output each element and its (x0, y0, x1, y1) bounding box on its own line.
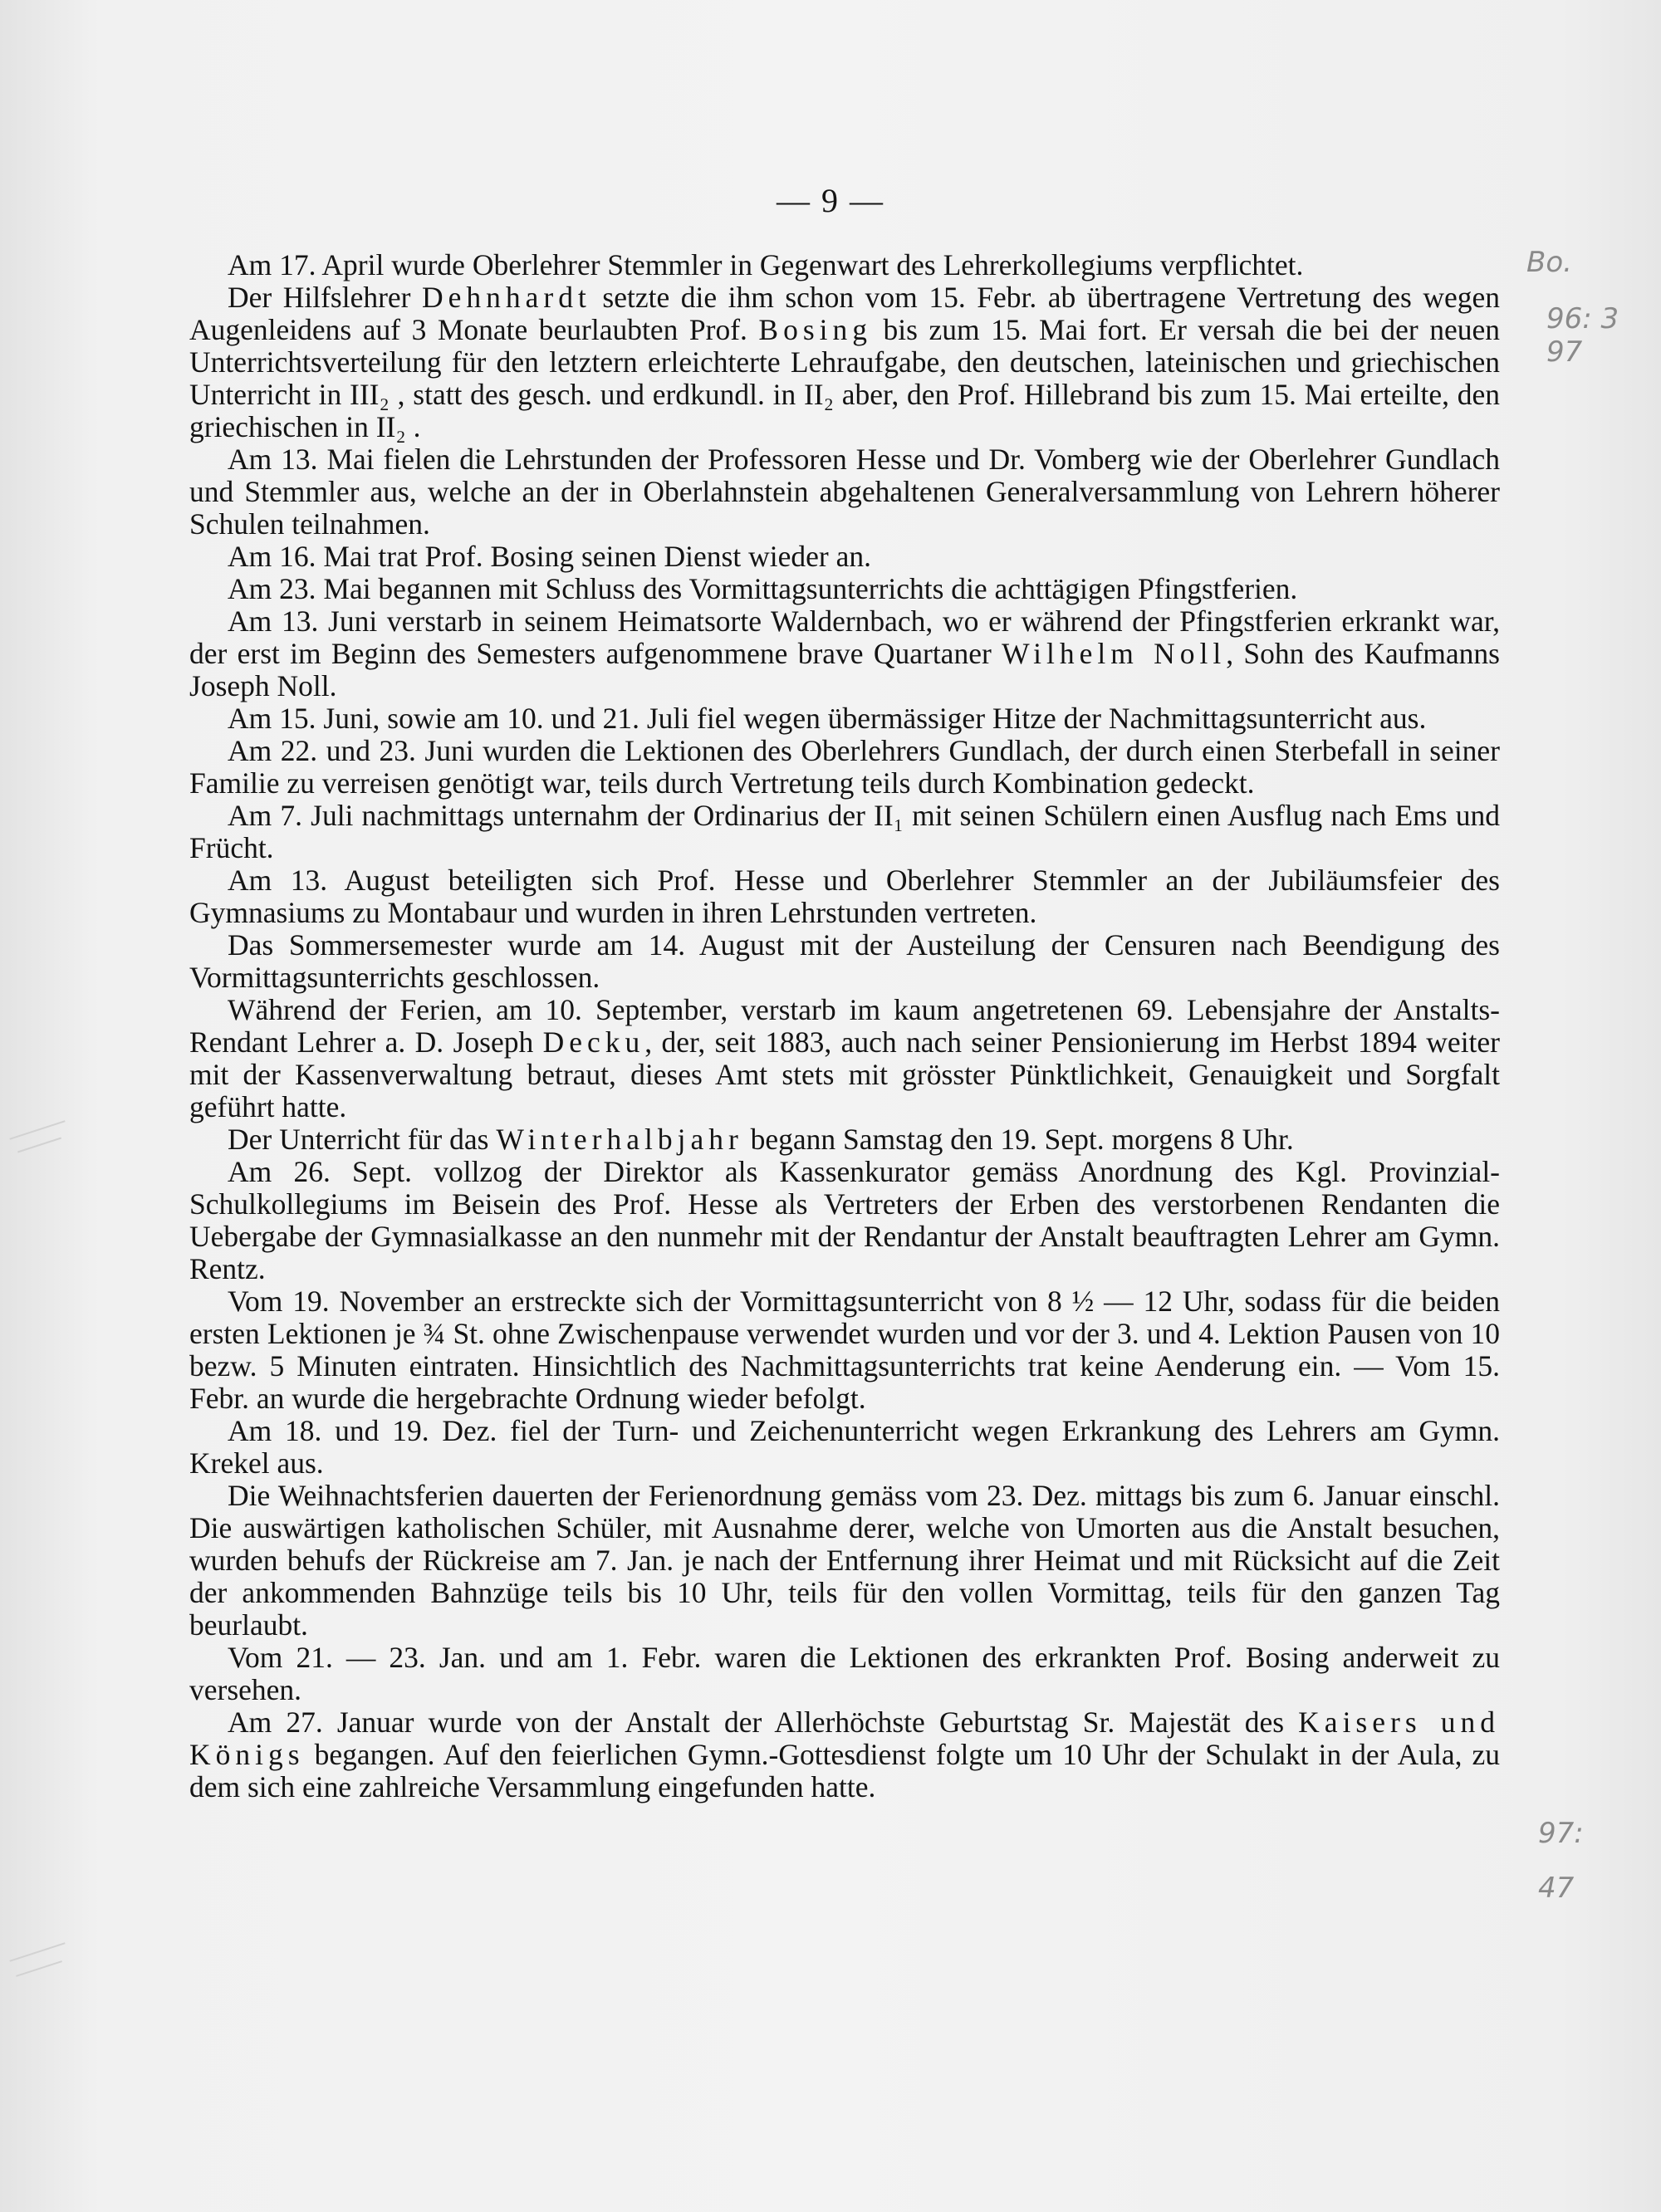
page-fold-mark (9, 1120, 65, 1140)
paragraph (189, 1285, 1500, 1415)
paragraph (189, 702, 1500, 735)
paragraph (189, 929, 1500, 994)
text-run: Vom 21. — 23. Jan. und am 1. Febr. waren die Lektionen des erkrankten Prof. Bosing anderweit zu versehen. (189, 1641, 1500, 1706)
text-run: Der Unterricht für das (228, 1123, 497, 1156)
spaced-name: Kaisers und Königs (189, 1705, 1500, 1771)
spaced-name: Decku (542, 1025, 645, 1059)
page-number: — 9 — (777, 182, 884, 219)
text-run: Während der Ferien, am 10. September, verstarb im kaum angetretenen 69. Lebensjahre der Anstalts-Rendant Lehrer a. D. Joseph (189, 993, 1500, 1059)
text-run: Am 13. Mai fielen die Lehrstunden der Professoren Hesse und Dr. Vomberg wie der Oberlehrer Gundlach und Stemmler aus, welche an der in Oberlahnstein abgehaltenen Generalversammlung von Lehrern höherer Schulen teilnahmen. (189, 443, 1500, 541)
paragraph (189, 735, 1500, 800)
text-run: Am 13. Juni verstarb in seinem Heimatsorte Waldernbach, wo er während der Pfingstferien erkrankt war, der erst im Beginn des Semesters aufgenommene brave Quartaner (189, 604, 1500, 670)
text-run: Die Weihnachtsferien dauerten der Ferienordnung gemäss vom 23. Dez. mittags bis zum 6. Januar einschl. Die auswärtigen katholischen Schüler, mit Ausnahme derer, welche von Umorten aus die Anstalt besuchen, wurden behufs der Rückreise am 7. Jan. je nach der Entfernung ihrer Heimat und mit Rücksicht auf die Zeit der ankommenden Bahnzüge teils bis 10 Uhr, teils für den vollen Vormittag, teils für den ganzen Tag beurlaubt. (189, 1479, 1500, 1642)
paragraph (189, 1123, 1500, 1156)
body-text (189, 249, 1500, 1803)
paragraph (189, 541, 1500, 573)
text-run: Am 23. Mai begannen mit Schluss des Vormittagsunterrichts die achttägigen Pfingstferien. (228, 572, 1298, 605)
text-run: begangen. Auf den feierlichen Gymn.-Gottesdienst folgte um 10 Uhr der Schulakt in der Aula, zu dem sich eine zahlreiche Versammlung eingefunden hatte. (189, 1738, 1500, 1803)
text-run: bis zum 15. Mai fort. Er versah die bei der neuen Unterrichtsverteilung für den letztern erleichterte Lehraufgabe, den deutschen, lateinischen und griechischen Unterricht in III₂ , statt des gesch. und erdkundl. in II₂ aber, den Prof. Hillebrand bis zum 15. Mai erteilte, den griechischen in II₂ . (189, 313, 1500, 443)
paragraph (189, 864, 1500, 929)
text-run: begann Samstag den 19. Sept. morgens 8 Uhr. (742, 1123, 1294, 1156)
page-fold-mark (16, 1960, 62, 1977)
text-run: Am 15. Juni, sowie am 10. und 21. Juli fiel wegen übermässiger Hitze der Nachmittagsunterricht aus. (228, 702, 1427, 735)
margin-note: 97: (1538, 1817, 1584, 1850)
margin-note: 47 (1538, 1872, 1575, 1905)
text-run: Am 18. und 19. Dez. fiel der Turn- und Zeichenunterricht wegen Erkrankung des Lehrers am Gymn. Krekel aus. (189, 1414, 1500, 1480)
text-run: setzte die ihm schon vom 15. Febr. ab übertragene Vertretung des wegen Augenleidens auf 3 Monate beurlaubten Prof. (189, 281, 1500, 346)
page-fold-mark (17, 1138, 61, 1153)
paragraph (189, 1415, 1500, 1480)
page-fold-mark (9, 1942, 65, 1962)
margin-note: 96: 3 97 (1546, 302, 1619, 369)
text-run: Am 26. Sept. vollzog der Direktor als Kassenkurator gemäss Anordnung des Kgl. Provinzial-Schulkollegiums im Beisein des Prof. Hesse als Vertreters der Erben des verstorbenen Rendanten die Uebergabe der Gymnasialkasse an den nunmehr mit der Rendantur der Anstalt beauftragten Lehrer am Gymn. Rentz. (189, 1155, 1500, 1285)
text-run: Am 16. Mai trat Prof. Bosing seinen Dienst wieder an. (228, 540, 871, 573)
spaced-name: Dehnhardt (422, 281, 591, 314)
text-run: Am 7. Juli nachmittags unternahm der Ordinarius der II₁ mit seinen Schülern einen Ausflug nach Ems und Frücht. (189, 799, 1500, 864)
spaced-name: Winterhalbjahr (496, 1123, 743, 1156)
text-run: Am 27. Januar wurde von der Anstalt der Allerhöchste Geburtstag Sr. Majestät des (228, 1705, 1299, 1739)
text-run: Vom 19. November an erstreckte sich der Vormittagsunterricht von 8 ½ — 12 Uhr, sodass für die beiden ersten Lektionen je ¾ St. ohne Zwischenpause verwendet wurden und vor der 3. und 4. Lektion Pausen von 10 bezw. 5 Minuten eintraten. Hinsichtlich des Nachmittagsunterrichts trat keine Aenderung ein. — Vom 15. Febr. an wurde die hergebrachte Ordnung wieder befolgt. (189, 1285, 1500, 1415)
paragraph (189, 1706, 1500, 1803)
paragraph (189, 573, 1500, 605)
paragraph (189, 800, 1500, 864)
text-run: Das Sommersemester wurde am 14. August mit der Austeilung der Censuren nach Beendigung des Vormittagsunterrichts geschlossen. (189, 928, 1500, 994)
paragraph (189, 249, 1500, 281)
text-run: Am 13. August beteiligten sich Prof. Hesse und Oberlehrer Stemmler an der Jubiläumsfeier des Gymnasiums zu Montabaur und wurden in ihren Lehrstunden vertreten. (189, 864, 1500, 929)
margin-note: Bo. (1526, 246, 1572, 279)
paragraph (189, 994, 1500, 1123)
paragraph (189, 1480, 1500, 1642)
paragraph (189, 443, 1500, 541)
text-run: , der, seit 1883, auch nach seiner Pensionierung im Herbst 1894 weiter mit der Kassenverwaltung betraut, dieses Amt stets mit grösster Pünktlichkeit, Genauigkeit und Sorgfalt geführt hatte. (189, 1025, 1500, 1123)
text-run: Am 22. und 23. Juni wurden die Lektionen des Oberlehrers Gundlach, der durch einen Sterbefall in seiner Familie zu verreisen genötigt war, teils durch Vertretung teils durch Kombination gedeckt. (189, 734, 1500, 800)
paragraph (189, 1642, 1500, 1706)
text-run: Der Hilfslehrer (228, 281, 423, 314)
text-run: Am 17. April wurde Oberlehrer Stemmler in Gegenwart des Lehrerkollegiums verpflichtet. (228, 248, 1304, 281)
paragraph (189, 605, 1500, 702)
text-run: , Sohn des Kaufmanns Joseph Noll. (189, 637, 1500, 702)
spaced-name: Wilhelm Noll (1002, 637, 1227, 670)
paragraph (189, 281, 1500, 443)
paragraph (189, 1156, 1500, 1285)
spaced-name: Bosing (758, 313, 873, 346)
